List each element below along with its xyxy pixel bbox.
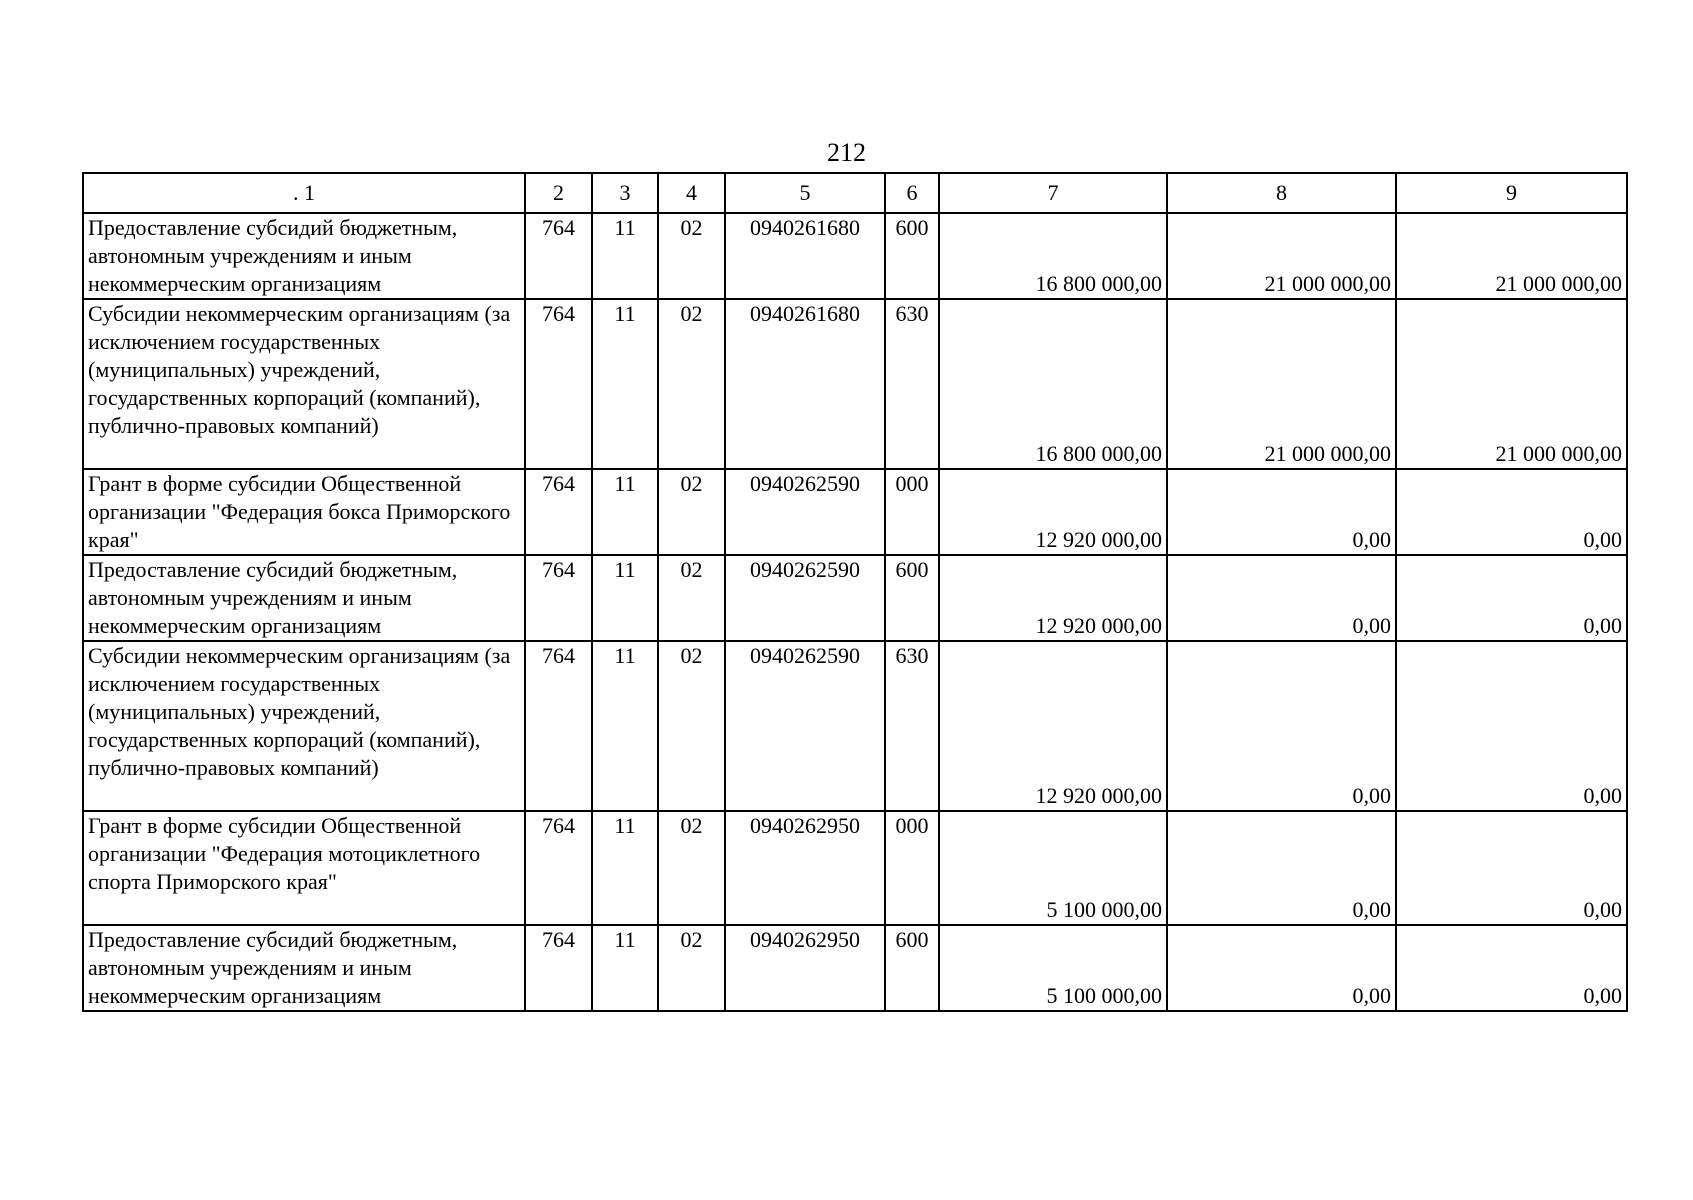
cell-amount-col7: 16 800 000,00 bbox=[939, 299, 1167, 469]
row-name: Предоставление субсидий бюджетным, автономным учреждениям и иным некоммерческим организациям bbox=[83, 555, 525, 641]
cell-target-code: 0940262590 bbox=[725, 469, 885, 555]
cell-amount-col9: 0,00 bbox=[1396, 925, 1627, 1011]
cell-amount-col7: 12 920 000,00 bbox=[939, 469, 1167, 555]
column-header: 5 bbox=[725, 173, 885, 213]
table-row bbox=[83, 555, 1627, 641]
column-header: 2 bbox=[525, 173, 592, 213]
cell-target-code: 0940261680 bbox=[725, 299, 885, 469]
cell-amount-col7: 5 100 000,00 bbox=[939, 811, 1167, 925]
cell-ministry-code: 764 bbox=[525, 811, 592, 925]
cell-amount-col9: 21 000 000,00 bbox=[1396, 213, 1627, 299]
cell-section-code: 11 bbox=[592, 811, 658, 925]
cell-subsection-code: 02 bbox=[658, 213, 725, 299]
row-name: Грант в форме субсидии Общественной организации "Федерация бокса Приморского края" bbox=[83, 469, 525, 555]
cell-target-code: 0940262950 bbox=[725, 925, 885, 1011]
cell-subsection-code: 02 bbox=[658, 811, 725, 925]
column-header: 8 bbox=[1167, 173, 1396, 213]
cell-expense-type-code: 000 bbox=[885, 469, 939, 555]
column-header: 6 bbox=[885, 173, 939, 213]
table-row bbox=[83, 925, 1627, 1011]
cell-amount-col8: 21 000 000,00 bbox=[1167, 299, 1396, 469]
cell-ministry-code: 764 bbox=[525, 555, 592, 641]
cell-target-code: 0940262950 bbox=[725, 811, 885, 925]
cell-ministry-code: 764 bbox=[525, 299, 592, 469]
cell-amount-col8: 0,00 bbox=[1167, 925, 1396, 1011]
cell-section-code: 11 bbox=[592, 469, 658, 555]
cell-section-code: 11 bbox=[592, 925, 658, 1011]
table-row bbox=[83, 469, 1627, 555]
cell-amount-col7: 12 920 000,00 bbox=[939, 555, 1167, 641]
cell-amount-col7: 12 920 000,00 bbox=[939, 641, 1167, 811]
cell-section-code: 11 bbox=[592, 555, 658, 641]
cell-section-code: 11 bbox=[592, 213, 658, 299]
table-row bbox=[83, 811, 1627, 925]
cell-subsection-code: 02 bbox=[658, 925, 725, 1011]
column-header: 3 bbox=[592, 173, 658, 213]
column-header: 4 bbox=[658, 173, 725, 213]
row-name: Грант в форме субсидии Общественной организации "Федерация мотоциклетного спорта Приморского края" bbox=[83, 811, 525, 925]
row-name: Предоставление субсидий бюджетным, автономным учреждениям и иным некоммерческим организациям bbox=[83, 213, 525, 299]
cell-subsection-code: 02 bbox=[658, 299, 725, 469]
cell-ministry-code: 764 bbox=[525, 641, 592, 811]
cell-amount-col9: 0,00 bbox=[1396, 469, 1627, 555]
cell-amount-col8: 0,00 bbox=[1167, 469, 1396, 555]
cell-expense-type-code: 630 bbox=[885, 299, 939, 469]
row-name: Субсидии некоммерческим организациям (за исключением государственных (муниципальных) учреждений, государственных корпораций (компаний), публично-правовых компаний) bbox=[83, 641, 525, 811]
cell-amount-col8: 0,00 bbox=[1167, 811, 1396, 925]
column-header: 7 bbox=[939, 173, 1167, 213]
cell-section-code: 11 bbox=[592, 299, 658, 469]
cell-amount-col9: 0,00 bbox=[1396, 811, 1627, 925]
table-row bbox=[83, 641, 1627, 811]
cell-expense-type-code: 600 bbox=[885, 925, 939, 1011]
cell-expense-type-code: 000 bbox=[885, 811, 939, 925]
cell-amount-col9: 0,00 bbox=[1396, 641, 1627, 811]
cell-target-code: 0940261680 bbox=[725, 213, 885, 299]
cell-subsection-code: 02 bbox=[658, 469, 725, 555]
table-header-row bbox=[83, 173, 1627, 213]
cell-target-code: 0940262590 bbox=[725, 555, 885, 641]
cell-amount-col8: 0,00 bbox=[1167, 641, 1396, 811]
cell-amount-col8: 0,00 bbox=[1167, 555, 1396, 641]
row-name: Предоставление субсидий бюджетным, автономным учреждениям и иным некоммерческим организациям bbox=[83, 925, 525, 1011]
cell-target-code: 0940262590 bbox=[725, 641, 885, 811]
table-row bbox=[83, 213, 1627, 299]
cell-expense-type-code: 600 bbox=[885, 213, 939, 299]
cell-ministry-code: 764 bbox=[525, 213, 592, 299]
cell-expense-type-code: 600 bbox=[885, 555, 939, 641]
cell-subsection-code: 02 bbox=[658, 641, 725, 811]
table-row bbox=[83, 299, 1627, 469]
cell-amount-col9: 21 000 000,00 bbox=[1396, 299, 1627, 469]
cell-ministry-code: 764 bbox=[525, 469, 592, 555]
cell-amount-col7: 5 100 000,00 bbox=[939, 925, 1167, 1011]
cell-amount-col7: 16 800 000,00 bbox=[939, 213, 1167, 299]
cell-amount-col9: 0,00 bbox=[1396, 555, 1627, 641]
cell-expense-type-code: 630 bbox=[885, 641, 939, 811]
page-number: 212 bbox=[827, 138, 866, 167]
column-header: 9 bbox=[1396, 173, 1627, 213]
row-name: Субсидии некоммерческим организациям (за исключением государственных (муниципальных) учреждений, государственных корпораций (компаний), публично-правовых компаний) bbox=[83, 299, 525, 469]
cell-subsection-code: 02 bbox=[658, 555, 725, 641]
cell-amount-col8: 21 000 000,00 bbox=[1167, 213, 1396, 299]
column-header: . 1 bbox=[83, 173, 525, 213]
cell-section-code: 11 bbox=[592, 641, 658, 811]
budget-table bbox=[82, 172, 1628, 1012]
cell-ministry-code: 764 bbox=[525, 925, 592, 1011]
